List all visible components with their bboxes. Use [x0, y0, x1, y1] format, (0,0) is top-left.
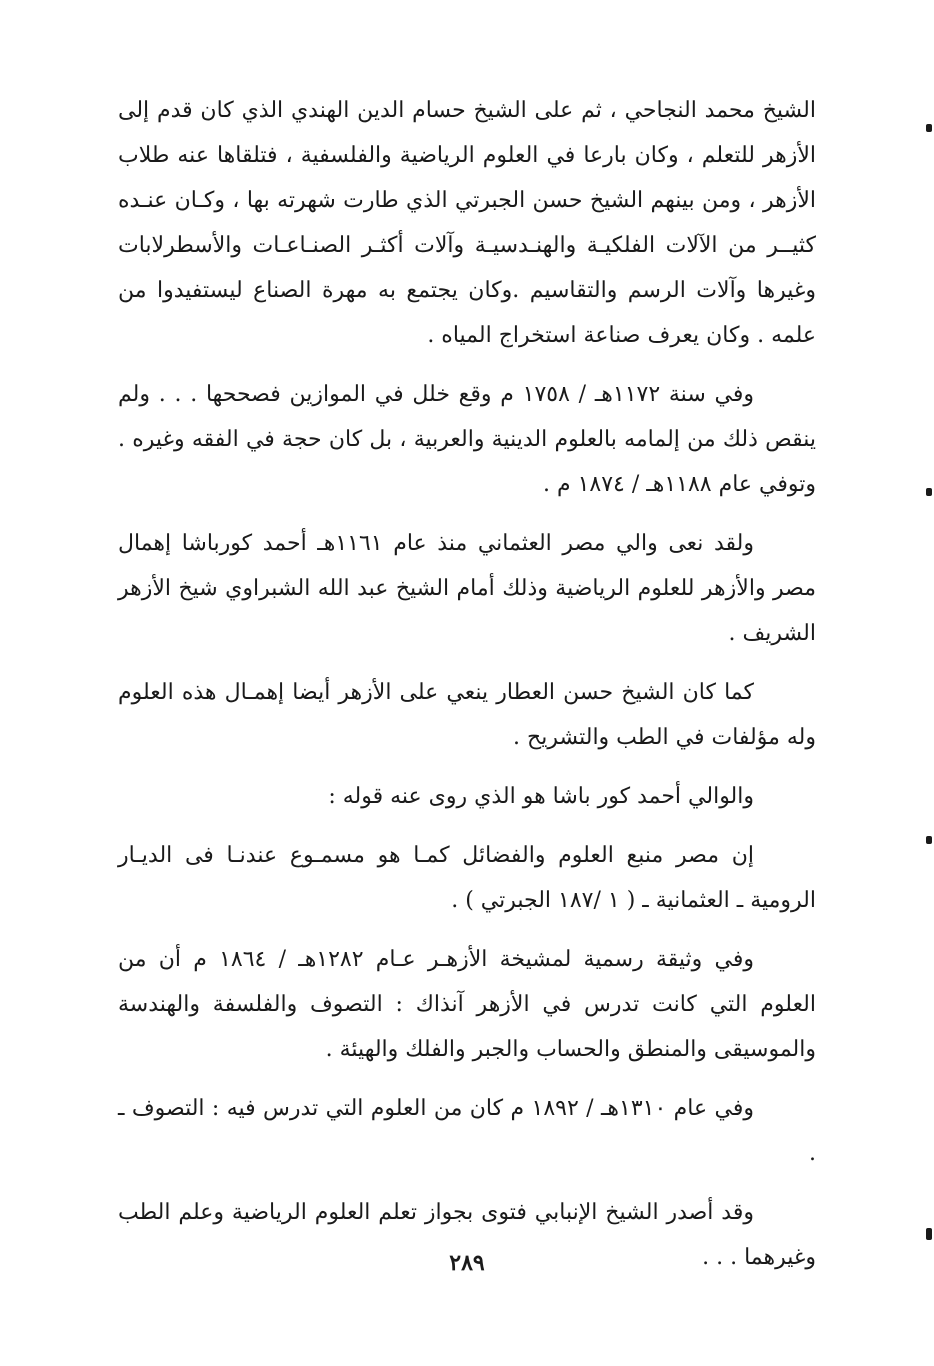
paragraph-2: وفي سنة ١١٧٢هـ / ١٧٥٨ م وقع خلل في الموازين فصححها . . . ولم ينقص ذلك من إلمامه بالعلوم الدينية والعربية ، بل كان حجة في الفقه وغيره . وتوفي عام ١١٨٨هـ / ١٨٧٤ م . [118, 382, 816, 497]
paragraph-3: ولقد نعى والي مصر العثماني منذ عام ١١٦١هـ أحمد كورباشا إهمال مصر والأزهر للعلوم الرياضية وذلك أمام الشيخ عبد الله الشبراوي شيخ الأزهر الشريف . [118, 531, 816, 646]
paragraph-9: وقد أصدر الشيخ الإنبابي فتوى بجواز تعلم العلوم الرياضية وعلم الطب وغيرهما . . . [118, 1200, 816, 1270]
paragraph-7: وفي وثيقة رسمية لمشيخة الأزهـر عـام ١٢٨٢هـ / ١٨٦٤ م أن من العلوم التي كانت تدرس في الأزهر آنذاك : التصوف والفلسفة والهندسة والموسيقى والمنطق والحساب والجبر والفلك والهيئة . [118, 947, 816, 1062]
body-text [118, 88, 816, 1294]
margin-mark [926, 124, 932, 132]
page-number: ٢٨٩ [449, 1250, 485, 1276]
margin-mark [926, 836, 932, 844]
paragraph-8: وفي عام ١٣١٠هـ / ١٨٩٢ م كان من العلوم التي تدرس فيه : التصوف ـ . [118, 1096, 816, 1166]
paragraph-1: الشيخ محمد النجاحي ، ثم على الشيخ حسام الدين الهندي الذي كان قدم إلى الأزهر للتعلم ، وكان بارعا في العلوم الرياضية والفلسفية ، فتلقاها عنه طلاب الأزهر ، ومن بينهم الشيخ حسن الجبرتي الذي طارت شهرته بها ، وكـان عنـده كثيــر من الآلات الفلكيـة والهنـدسيـة وآلات أكثـر الصنـاعـات والأسطرلابات وغيرها وآلات الرسم والتقاسيم .وكان يجتمع به مهرة الصناع ليستفيدوا من علمه . وكان يعرف صناعة استخراج المياه . [118, 98, 816, 348]
paragraph-4: كما كان الشيخ حسن العطار ينعي على الأزهر أيضا إهمـال هذه العلوم وله مؤلفات في الطب والتشريح . [118, 680, 816, 750]
margin-mark [926, 1228, 932, 1240]
paragraph-6: إن مصر منبع العلوم والفضائل كمـا هو مسمـوع عندنـا فى الديـار الرومية ـ العثمانية ـ ( ١ /١٨٧ الجبرتي ) . [118, 843, 816, 913]
margin-mark [926, 488, 932, 496]
paragraph-5: والوالي أحمد كور باشا هو الذي روى عنه قوله : [328, 784, 754, 809]
